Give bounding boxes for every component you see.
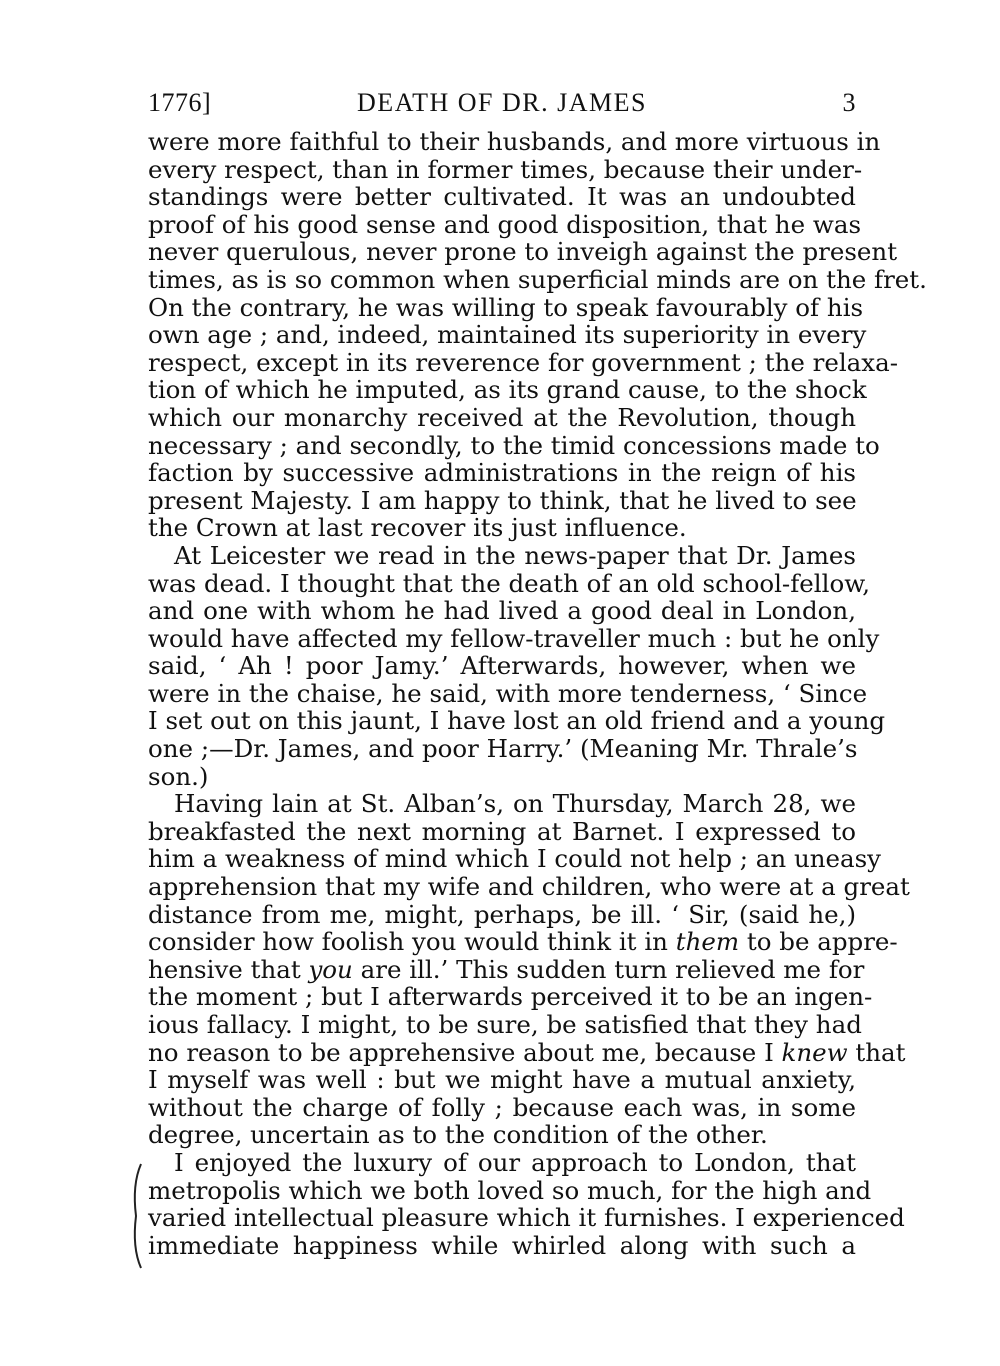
text-line: times, as is so common when superficial minds are on the fret. [148,264,927,294]
text-line: was dead. I thought that the death of an old school-fellow, [148,568,871,598]
text-line: which our monarchy received at the Revolution, though [148,402,856,432]
text-line: faction by successive administrations in the reign of his [148,458,856,488]
running-head [148,88,856,124]
text-line: own age ; and, indeed, maintained its superiority in every [148,320,867,350]
header-year: 1776] [148,88,212,117]
text-line: distance from me, might, perhaps, be ill. ‘ Sir, (said he,) [148,899,856,929]
text-line: breakfasted the next morning at Barnet. I expressed to [148,816,856,846]
paragraph-start-line: Having lain at St. Alban’s, on Thursday, March 28, we [174,789,856,819]
text-line-with-italic [148,954,865,984]
text-fragment: to be appre- [739,927,898,957]
text-line: son.) [148,761,209,791]
page-number: 3 [842,88,856,117]
paragraph-start-line: I enjoyed the luxury of our approach to London, that [174,1147,856,1177]
body-text [148,127,927,1260]
text-line: were more faithful to their husbands, and more virtuous in [148,127,881,156]
text-line: standings were better cultivated. It was an undoubted [148,182,856,212]
text-line: never querulous, never prone to inveigh against the present [148,237,898,267]
italic-word: them [675,927,740,957]
paragraph-start-line: At Leicester we read in the news-paper that Dr. James [174,540,856,570]
text-line: every respect, than in former times, because their under- [148,154,863,184]
text-line-with-italic [148,1037,906,1067]
text-line: and one with whom he had lived a good deal in London, [148,596,856,626]
text-line: proof of his good sense and good disposition, that he was [148,209,862,239]
text-line: the Crown at last recover its just influence. [148,513,687,543]
text-line: apprehension that my wife and children, who were at a great [148,872,910,902]
margin-bracket-mark [130,1160,144,1272]
text-line: varied intellectual pleasure which it furnishes. I experienced [148,1203,905,1233]
chapter-title: DEATH OF DR. JAMES [357,88,647,117]
text-line: one ;—Dr. James, and poor Harry.’ (Meaning Mr. Thrale’s [148,734,858,764]
text-line: the moment ; but I afterwards perceived it to be an ingen- [148,982,873,1012]
text-line: tion of which he imputed, as its grand cause, to the shock [148,375,867,405]
text-fragment: consider how foolish you would think it in [148,927,676,957]
text-line: I myself was well : but we might have a mutual anxiety, [148,1065,856,1095]
text-line-with-italic [148,927,898,957]
text-line: necessary ; and secondly, to the timid concessions made to [148,430,880,460]
text-line: were in the chaise, he said, with more tenderness, ‘ Since [148,678,868,708]
text-line: I set out on this jaunt, I have lost an old friend and a young [148,706,886,736]
text-line: would have affected my fellow-traveller much : but he only [148,623,880,653]
text-line: metropolis which we both loved so much, for the high and [148,1175,872,1205]
text-line: ious fallacy. I might, to be sure, be satisfied that they had [148,1010,862,1039]
text-line: without the charge of folly ; because each was, in some [148,1092,856,1122]
text-fragment: are ill.’ This sudden turn relieved me for [352,954,865,984]
text-line: degree, uncertain as to the condition of the other. [148,1120,768,1150]
text-fragment: that [847,1037,906,1067]
text-fragment: no reason to be apprehensive about me, because I [148,1037,782,1067]
text-fragment: hensive that [148,954,309,984]
text-line: On the contrary, he was willing to speak favourably of his [148,292,864,322]
italic-word: you [308,954,353,984]
text-line: said, ‘ Ah ! poor Jamy.’ Afterwards, however, when we [148,651,856,681]
text-line: immediate happiness while whirled along with such a [148,1230,856,1260]
italic-word: knew [781,1037,848,1067]
text-line: present Majesty. I am happy to think, that he lived to see [148,485,857,515]
text-line: respect, except in its reverence for government ; the relaxa- [148,347,898,377]
text-line: him a weakness of mind which I could not help ; an uneasy [148,844,882,874]
